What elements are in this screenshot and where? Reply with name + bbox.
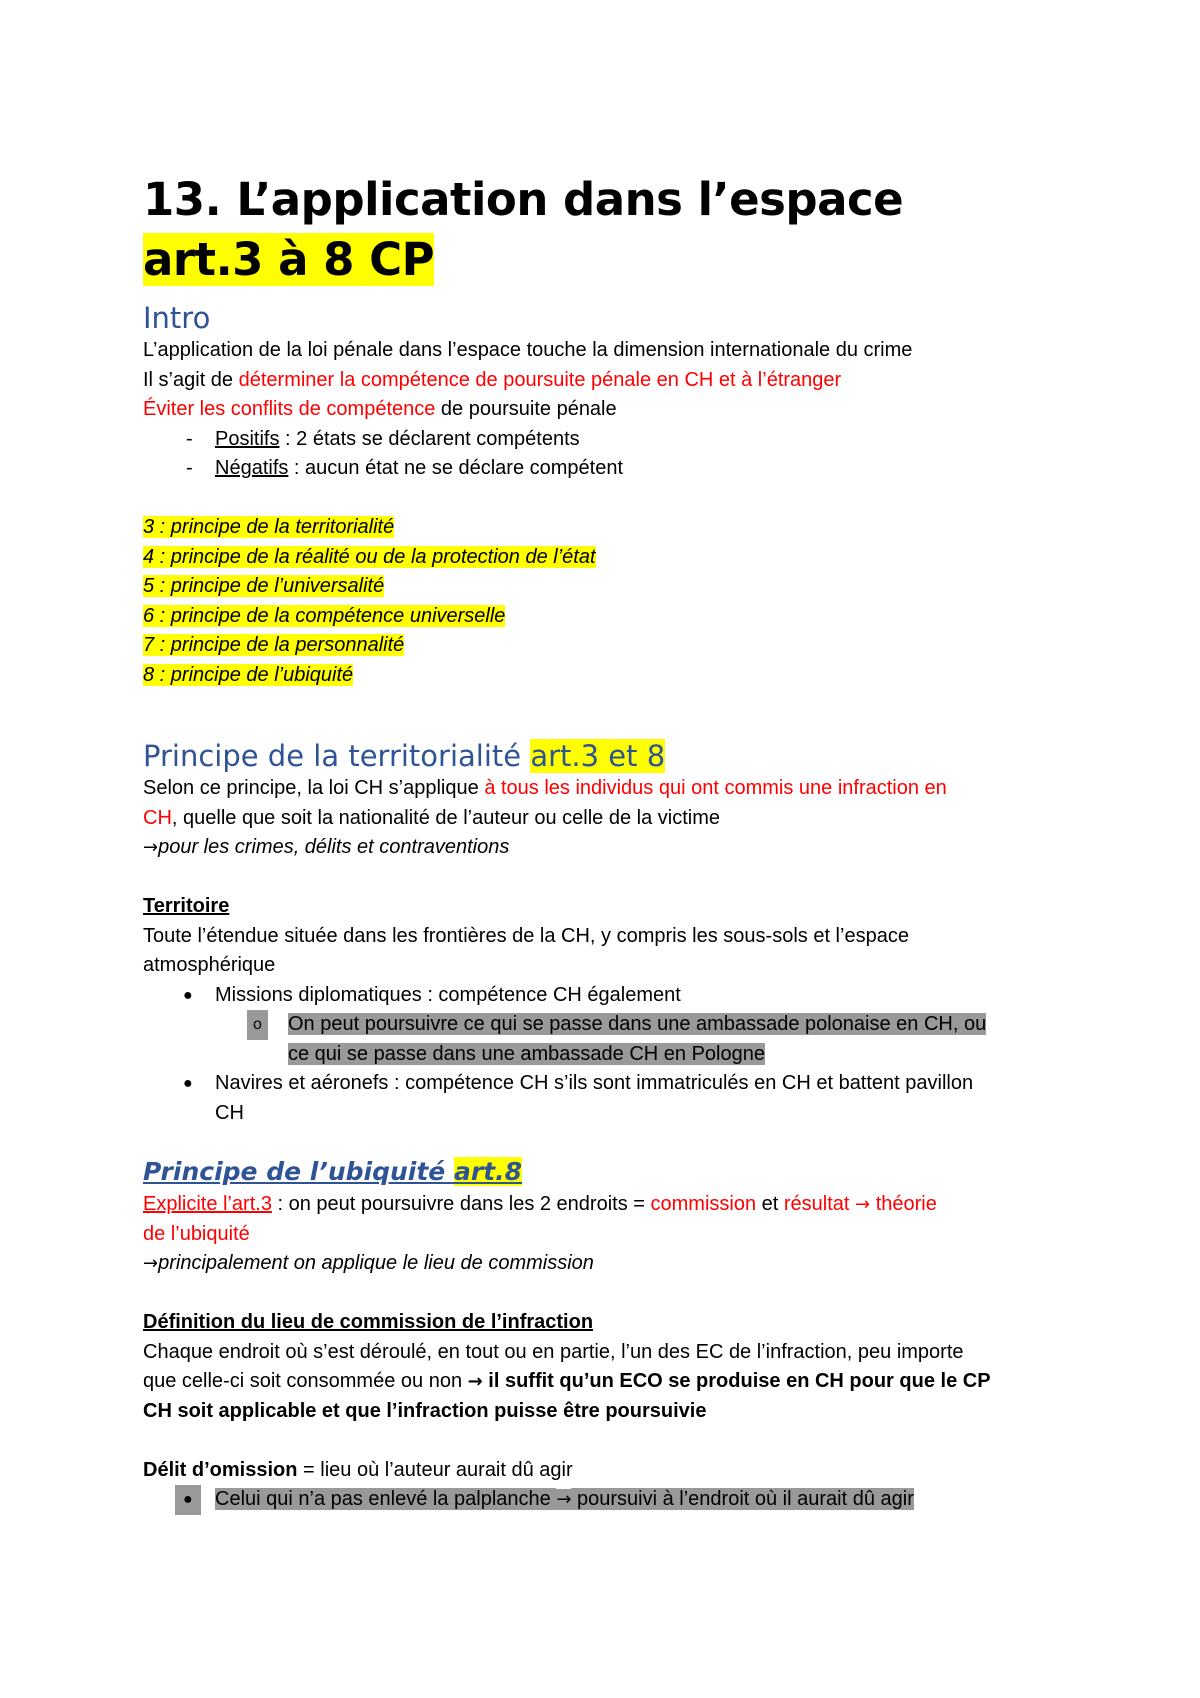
ubiquite-heading: Principe de l’ubiquité art.8 bbox=[143, 1157, 522, 1186]
intro-line-3: Éviter les conflits de compétence de poursuite pénale bbox=[143, 398, 617, 420]
omission-line: Délit d’omission = lieu où l’auteur aurait dû agir bbox=[143, 1458, 573, 1481]
principle-item: 3 : principe de la territorialité bbox=[143, 516, 395, 538]
list-item-palplanche: ● Celui qui n’a pas enlevé la palplanche → poursuivi à l’endroit où il aurait dû agir bbox=[143, 1485, 1063, 1515]
principles-list bbox=[143, 513, 1063, 690]
territoire-text-1: Toute l’étendue située dans les frontières de la CH, y compris les sous-sols et l’espace bbox=[143, 924, 909, 947]
intro-line-2: Il s’agit de déterminer la compétence de poursuite pénale en CH et à l’étranger bbox=[143, 368, 842, 391]
list-item-negatifs: - Négatifs : aucun état ne se déclare compétent bbox=[186, 457, 624, 479]
territoire-title: Territoire bbox=[143, 895, 230, 917]
arrow-icon: → bbox=[467, 1371, 483, 1392]
territorialite-line-1: Selon ce principe, la loi CH s’applique à tous les individus qui ont commis une infraction en bbox=[143, 777, 947, 799]
conflict-types-list bbox=[143, 425, 1063, 484]
definition-text-1: Chaque endroit où s’est déroulé, en tout ou en partie, l’un des EC de l’infraction, peu importe bbox=[143, 1340, 964, 1363]
intro-heading: Intro bbox=[143, 301, 211, 335]
arrow-icon: → bbox=[556, 1489, 572, 1510]
arrow-icon: → bbox=[855, 1194, 871, 1215]
territoire-list bbox=[143, 981, 1063, 1011]
territoire-sublist bbox=[143, 1010, 1063, 1069]
territorialite-line-3: →pour les crimes, délits et contraventions bbox=[143, 836, 510, 858]
principle-item: 8 : principe de l’ubiquité bbox=[143, 663, 354, 686]
intro-line-1: L’application de la loi pénale dans l’espace touche la dimension internationale du crime bbox=[143, 339, 913, 361]
definition-text-3: CH soit applicable et que l’infraction puisse être poursuivie bbox=[143, 1399, 707, 1422]
principle-item: 6 : principe de la compétence universelle bbox=[143, 604, 506, 627]
arrow-icon: → bbox=[143, 837, 159, 858]
omission-list bbox=[143, 1485, 1063, 1515]
list-item-ambassade: o On peut poursuivre ce qui se passe dans une ambassade polonaise en CH, ou ce qui se passe dans une ambassade CH en Pologne bbox=[143, 1010, 1063, 1069]
ubiquite-line-2: de l’ubiquité bbox=[143, 1222, 250, 1245]
territorialite-line-2: CH, quelle que soit la nationalité de l’auteur ou celle de la victime bbox=[143, 806, 721, 829]
list-item-missions: ● Missions diplomatiques : compétence CH également bbox=[183, 983, 681, 1006]
title-main: 13. L’application dans l’espace bbox=[143, 173, 904, 226]
principle-item: 4 : principe de la réalité ou de la protection de l’état bbox=[143, 545, 596, 568]
territoire-list-2 bbox=[143, 1069, 1063, 1128]
list-item-navires: ● Navires et aéronefs : compétence CH s’ils sont immatriculés en CH et battent pavillon CH bbox=[183, 1072, 974, 1124]
ubiquite-line-3: →principalement on applique le lieu de commission bbox=[143, 1252, 594, 1274]
document-page bbox=[143, 170, 1063, 1515]
arrow-icon: → bbox=[143, 1253, 159, 1274]
principle-item: 5 : principe de l’universalité bbox=[143, 575, 385, 597]
definition-text-2: que celle-ci soit consommée ou non → il suffit qu’un ECO se produise en CH pour que le CP bbox=[143, 1370, 991, 1392]
territoire-text-2: atmosphérique bbox=[143, 954, 276, 976]
ubiquite-line-1: Explicite l’art.3 : on peut poursuivre dans les 2 endroits = commission et résultat → théorie bbox=[143, 1193, 937, 1215]
list-item-positifs: - Positifs : 2 états se déclarent compétents bbox=[186, 427, 580, 450]
page-title bbox=[143, 170, 1063, 290]
definition-title: Définition du lieu de commission de l’infraction bbox=[143, 1311, 594, 1333]
title-highlight: art.3 à 8 CP bbox=[143, 233, 435, 286]
principle-item: 7 : principe de la personnalité bbox=[143, 634, 405, 656]
territorialite-heading: Principe de la territorialité art.3 et 8 bbox=[143, 739, 666, 773]
